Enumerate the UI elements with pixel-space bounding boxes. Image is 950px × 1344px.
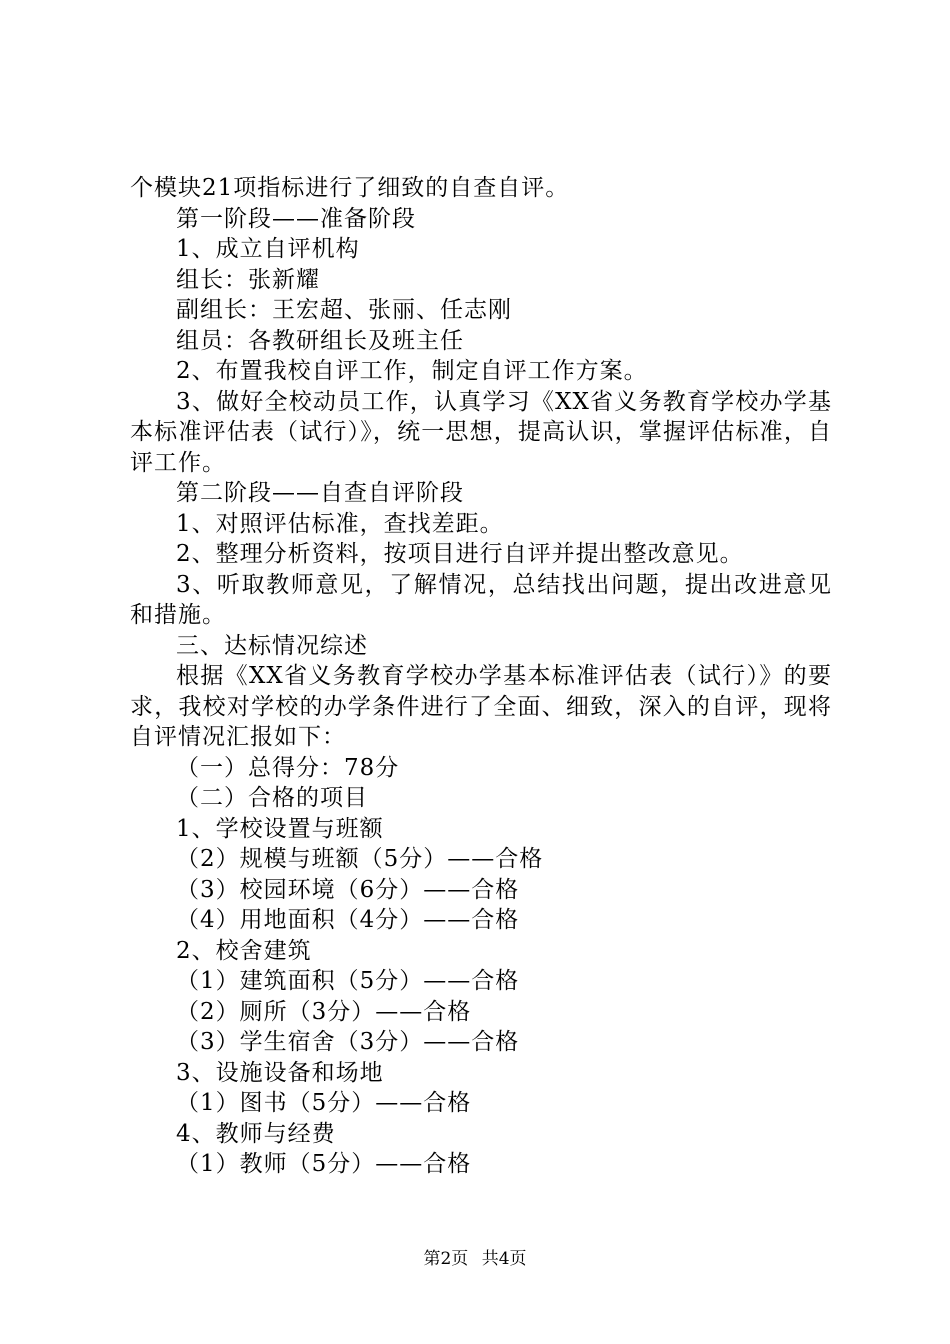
text-line: （2）厕所（3分）——合格	[176, 998, 472, 1025]
text-line: （一）总得分：78分	[176, 754, 400, 781]
text-line: 4、教师与经费	[176, 1120, 336, 1147]
text-line: 2、校舍建筑	[176, 937, 312, 964]
text-line: 3、设施设备和场地	[176, 1059, 384, 1086]
text-line: 副组长：王宏超、张丽、任志刚	[176, 297, 512, 323]
text-line: （1）建筑面积（5分）——合格	[176, 968, 520, 994]
text-line: 个模块21项指标进行了细致的自查自评。	[130, 175, 570, 201]
text-line: （1）教师（5分）——合格	[176, 1151, 472, 1177]
page-total: 共4页	[481, 1249, 527, 1269]
text-line: （3）学生宿舍（3分）——合格	[176, 1029, 520, 1055]
text-line: 1、对照评估标准，查找差距。	[176, 510, 504, 537]
text-block-2	[130, 478, 832, 570]
text-line: 第二阶段——自查自评阶段	[176, 480, 464, 506]
text-block-3	[130, 631, 832, 662]
paragraph-summary-intro: 根据《XX省义务教育学校办学基本标准评估表（试行）》的要求，我校对学校的办学条件进行了全面、细致，深入的自评，现将自评情况汇报如下：	[130, 663, 832, 750]
text-line: 组长：张新耀	[176, 266, 320, 293]
text-line: 第一阶段——准备阶段	[176, 205, 416, 232]
text-block-4	[130, 753, 832, 1180]
text-line: 2、整理分析资料，按项目进行自评并提出整改意见。	[176, 541, 744, 567]
text-line: 三、达标情况综述	[176, 632, 368, 659]
text-line: 1、成立自评机构	[176, 236, 360, 262]
text-line: （1）图书（5分）——合格	[176, 1090, 472, 1116]
text-line: 1、学校设置与班额	[176, 815, 384, 842]
document-body	[130, 173, 832, 1180]
paragraph-teacher-opinions: 3、听取教师意见，了解情况，总结找出问题，提出改进意见和措施。	[130, 571, 832, 628]
text-line: 组员：各教研组长及班主任	[176, 327, 464, 354]
page-number: 第2页	[423, 1249, 469, 1269]
text-line: 2、布置我校自评工作，制定自评工作方案。	[176, 358, 648, 384]
text-line: （3）校园环境（6分）——合格	[176, 876, 520, 903]
page-footer	[0, 1244, 950, 1269]
text-line: （2）规模与班额（5分）——合格	[176, 846, 544, 872]
text-line: （二）合格的项目	[176, 785, 368, 811]
text-block-1	[130, 173, 832, 387]
text-line: （4）用地面积（4分）——合格	[176, 907, 520, 933]
paragraph-study-standards: 3、做好全校动员工作，认真学习《XX省义务教育学校办学基本标准评估表（试行）》，统一思想，提高认识，掌握评估标准，自评工作。	[130, 388, 832, 476]
